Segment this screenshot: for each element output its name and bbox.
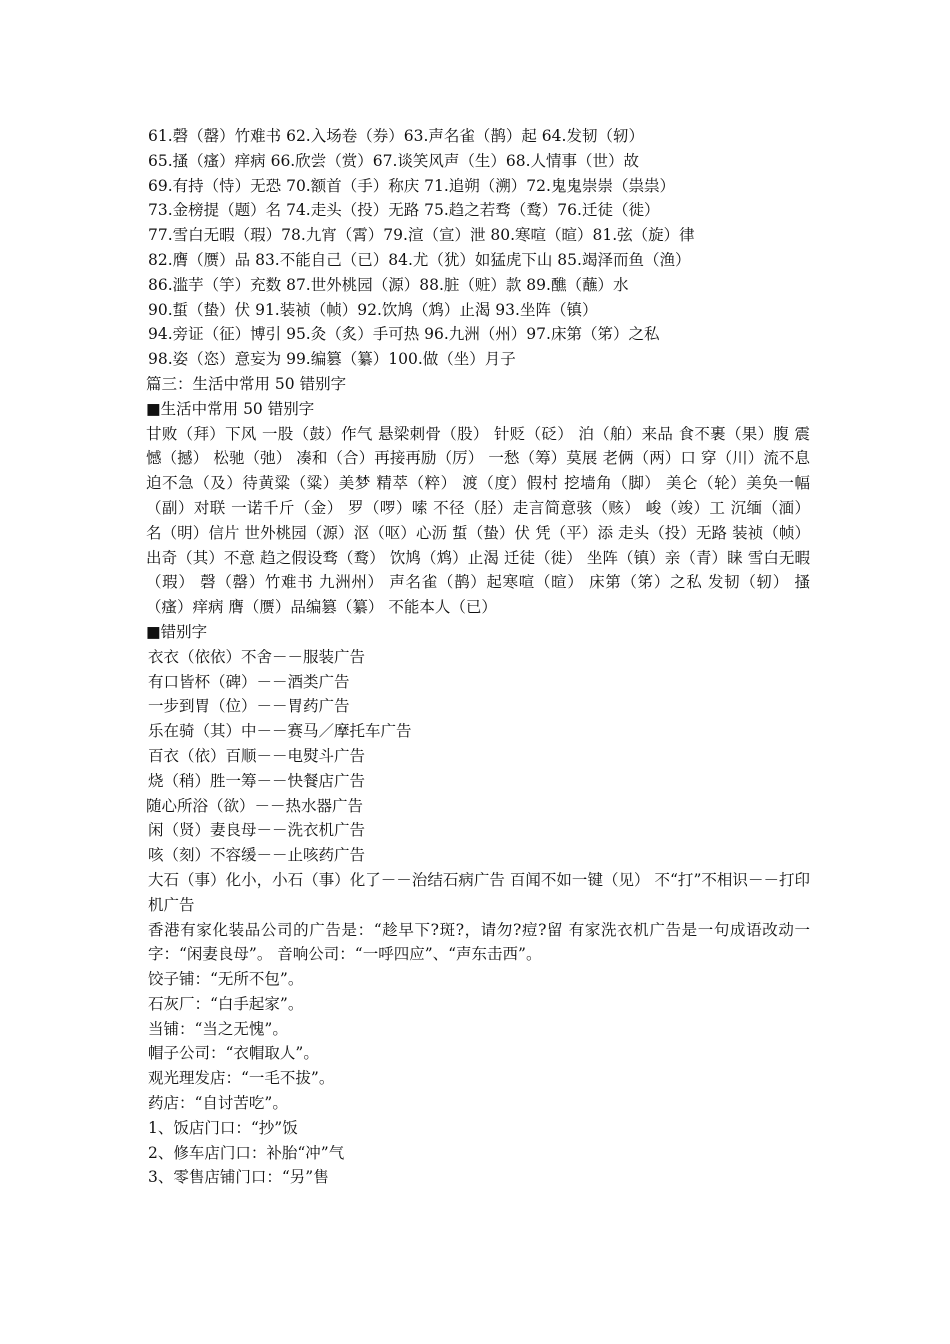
shop-line: 帽子公司：“衣帽取人”。 — [148, 1044, 319, 1063]
ad-line: 乐在骑（其）中－－赛马／摩托车广告 — [148, 722, 412, 741]
ad-line: 咳（刻）不容缓－－止咳药广告 — [148, 846, 366, 865]
ad-line: 闲（贤）妻良母－－洗衣机广告 — [148, 821, 366, 840]
document-page — [146, 124, 810, 1190]
list-line-90: 90.蜇（蛰）伏 91.装祯（帧）92.饮鸠（鸩）止渴 93.坐阵（镇） — [148, 300, 598, 319]
ad-line: 烧（稍）胜一筹－－快餐店广告 — [148, 771, 366, 790]
shop-line: 药店：“自讨苦吃”。 — [148, 1094, 288, 1113]
list-line-94: 94.旁证（征）博引 95.灸（炙）手可热 96.九洲（州）97.床第（笫）之私 — [148, 325, 660, 344]
ad-line: 百衣（依）百顺－－电熨斗广告 — [148, 746, 366, 765]
ad-line: 有口皆杯（碑）－－酒类广告 — [148, 672, 350, 691]
shop-line: 饺子铺：“无所不包”。 — [148, 970, 304, 989]
list-line-73: 73.金榜提（题）名 74.走头（投）无路 75.趋之若骛（鹜）76.迁徒（徙） — [148, 201, 660, 220]
shop-line: 石灰厂：“白手起家”。 — [148, 994, 304, 1013]
list-line-69: 69.有持（恃）无恐 70.额首（手）称庆 71.追朔（溯）72.鬼鬼崇崇（祟祟） — [148, 176, 675, 195]
list-line-86: 86.滥芋（竽）充数 87.世外桃园（源）88.脏（赃）款 89.醮（蘸）水 — [148, 275, 629, 294]
paragraph-common-errors: 甘败（拜）下风 一股（鼓）作气 悬梁刺骨（股） 针贬（砭） 泊（舶）来品 食不裹（果）腹 震憾（撼） 松驰（弛） 凑和（合）再接再励（厉） 一愁（筹）莫展 老俩（两）口 穿（川）流不息 迫不急（及）待黄粱（粱）美梦 精萃（粹） 渡（度）假村 挖墙角（脚） 美仑（轮）美奂一幅（副）对联 一诺千斤（金） 罗（啰）嗦 不径（胫）走言简意骇（赅） 峻（竣）工 沉缅（湎） 名（明）信片 世外桃园（源）沤（呕）心沥 蜇（蛰）伏 凭（平）添 走头（投）无路 装祯（帧）出奇（其）不意 趋之假设骛（鹜） 饮鸠（鸩）止渴 迁徒（徙） 坐阵（镇）亲（青）睐 雪白无暇（瑕） 磬（罄）竹难书 九洲州） 声名雀（鹊）起寒喧（暄） 床第（笫）之私 发韧（轫） 搔（瘙）痒病 膺（赝）品编篡（纂） 不能本人（已） — [146, 424, 810, 617]
shop-line: 当铺：“当之无愧”。 — [148, 1019, 288, 1038]
list-line-65: 65.搔（瘙）痒病 66.欣尝（赏）67.谈笑风声（生）68.人情事（世）故 — [148, 151, 640, 170]
ad-line: 随心所浴（欲）－－热水器广告 — [146, 796, 364, 815]
paragraph-stone-ad: 大石（事）化小，小石（事）化了－－治结石病广告 百闻不如一键（见） 不“打”不相识－－打印机广告 — [148, 870, 810, 914]
subhead-common-errors: ■生活中常用 50 错别字 — [146, 399, 315, 418]
list-line-98: 98.姿（恣）意妄为 99.编篡（纂）100.做（坐）月子 — [148, 350, 516, 369]
shop-line: 3、零售店铺门口：“另”售 — [148, 1168, 329, 1187]
list-line-82: 82.膺（赝）品 83.不能自己（已）84.尤（犹）如猛虎下山 85.竭泽而鱼（渔） — [148, 250, 691, 269]
ad-line: 衣衣（依依）不舍－－服装广告 — [148, 647, 366, 666]
list-line-61: 61.磬（罄）竹难书 62.入场卷（券）63.声名雀（鹊）起 64.发韧（轫） — [148, 127, 644, 145]
ad-line: 一步到胃（位）－－胃药广告 — [148, 697, 350, 716]
section-title: 篇三：生活中常用 50 错别字 — [146, 374, 347, 393]
subhead-typos: ■错别字 — [146, 622, 208, 641]
list-line-77: 77.雪白无暇（瑕）78.九宵（霄）79.渲（宣）泄 80.寒喧（暄）81.弦（旋）律 — [148, 226, 695, 245]
shop-line: 观光理发店：“一毛不拔”。 — [148, 1069, 335, 1088]
shop-line: 1、饭店门口：“抄”饭 — [148, 1118, 298, 1137]
paragraph-hk-ads: 香港有家化装品公司的广告是：“趁早下?斑?，请勿?痘?留 有家洗衣机广告是一句成语改动一字：“闲妻良母”。 音响公司：“一呼四应”、“声东击西”。 — [148, 920, 810, 964]
shop-line: 2、修车店门口：补胎“冲”气 — [148, 1143, 345, 1162]
